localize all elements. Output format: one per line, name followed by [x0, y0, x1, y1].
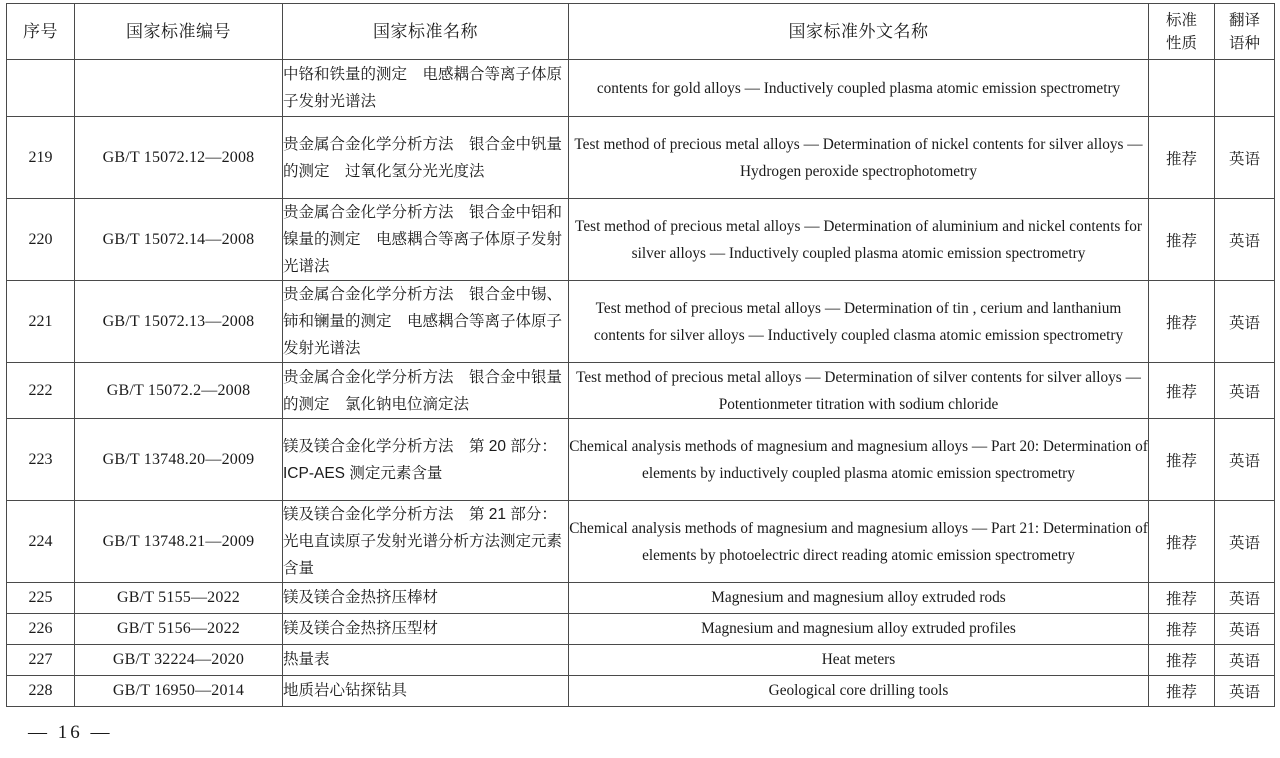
cell-standard-number — [75, 60, 283, 117]
cell-standard-property: 推荐 — [1149, 583, 1215, 614]
table-row — [7, 645, 1275, 676]
cell-standard-name-cn: 贵金属合金化学分析方法 银合金中银量的测定 氯化钠电位滴定法 — [283, 363, 569, 419]
cell-standard-name-cn: 镁及镁合金化学分析方法 第 21 部分：光电直读原子发射光谱分析方法测定元素含量 — [283, 501, 569, 583]
cell-translation-language — [1215, 60, 1275, 117]
cell-translation-language: 英语 — [1215, 614, 1275, 645]
page-number: — 16 — — [28, 722, 113, 743]
table-row — [7, 419, 1275, 501]
cell-standard-property: 推荐 — [1149, 363, 1215, 419]
cell-standard-property: 推荐 — [1149, 117, 1215, 199]
cell-standard-property: 推荐 — [1149, 501, 1215, 583]
cell-sequence: 223 — [7, 419, 75, 501]
cell-sequence: 222 — [7, 363, 75, 419]
cell-standard-name-en: Heat meters — [569, 645, 1149, 676]
cell-translation-language: 英语 — [1215, 676, 1275, 707]
cell-standard-number: GB/T 5156—2022 — [75, 614, 283, 645]
cell-translation-language: 英语 — [1215, 199, 1275, 281]
cell-sequence: 226 — [7, 614, 75, 645]
column-header-standard-number: 国家标准编号 — [75, 4, 283, 60]
cell-sequence: 219 — [7, 117, 75, 199]
table-row — [7, 501, 1275, 583]
cell-standard-name-en: Geological core drilling tools — [569, 676, 1149, 707]
cell-standard-name-cn: 地质岩心钻探钻具 — [283, 676, 569, 707]
table-row — [7, 614, 1275, 645]
cell-standard-number: GB/T 13748.21—2009 — [75, 501, 283, 583]
cell-standard-name-en: contents for gold alloys — Inductively coupled plasma atomic emission spectrometry — [569, 60, 1149, 117]
column-header-standard-property-line1: 标准 — [1165, 11, 1197, 29]
cell-standard-property: 推荐 — [1149, 614, 1215, 645]
cell-standard-number: GB/T 5155—2022 — [75, 583, 283, 614]
cell-sequence — [7, 60, 75, 117]
cell-standard-name-cn: 镁及镁合金化学分析方法 第 20 部分：ICP-AES 测定元素含量 — [283, 419, 569, 501]
cell-standard-property: 推荐 — [1149, 419, 1215, 501]
cell-standard-number: GB/T 15072.12—2008 — [75, 117, 283, 199]
cell-standard-number: GB/T 32224—2020 — [75, 645, 283, 676]
cell-standard-property — [1149, 60, 1215, 117]
column-header-standard-name-cn: 国家标准名称 — [283, 4, 569, 60]
cell-standard-number: GB/T 16950—2014 — [75, 676, 283, 707]
table-row — [7, 281, 1275, 363]
cell-standard-property: 推荐 — [1149, 645, 1215, 676]
column-header-sequence: 序号 — [7, 4, 75, 60]
cell-translation-language: 英语 — [1215, 583, 1275, 614]
cell-standard-property: 推荐 — [1149, 676, 1215, 707]
cell-standard-number: GB/T 15072.2—2008 — [75, 363, 283, 419]
cell-standard-name-cn: 贵金属合金化学分析方法 银合金中铝和镍量的测定 电感耦合等离子体原子发射光谱法 — [283, 199, 569, 281]
table-row — [7, 117, 1275, 199]
cell-standard-name-en: Chemical analysis methods of magnesium and magnesium alloys — Part 20: Determination of elements by inductively coupled plasma atomic emission spectrometry — [569, 419, 1149, 501]
column-header-standard-property-line2: 性质 — [1165, 34, 1197, 52]
cell-standard-name-cn: 镁及镁合金热挤压棒材 — [283, 583, 569, 614]
cell-standard-name-cn: 贵金属合金化学分析方法 银合金中锡、铈和镧量的测定 电感耦合等离子体原子发射光谱法 — [283, 281, 569, 363]
table-body — [7, 60, 1275, 707]
cell-sequence: 228 — [7, 676, 75, 707]
cell-translation-language: 英语 — [1215, 363, 1275, 419]
table-row — [7, 199, 1275, 281]
cell-standard-name-cn: 热量表 — [283, 645, 569, 676]
cell-standard-number: GB/T 13748.20—2009 — [75, 419, 283, 501]
table-header — [7, 4, 1275, 60]
table-row — [7, 60, 1275, 117]
cell-standard-name-cn: 中铬和铁量的测定 电感耦合等离子体原子发射光谱法 — [283, 60, 569, 117]
cell-translation-language: 英语 — [1215, 117, 1275, 199]
national-standards-table — [6, 3, 1275, 707]
cell-standard-name-en: Chemical analysis methods of magnesium and magnesium alloys — Part 21: Determination of elements by photoelectric direct reading atomic emission spectrometry — [569, 501, 1149, 583]
document-page — [0, 3, 1280, 758]
cell-standard-number: GB/T 15072.13—2008 — [75, 281, 283, 363]
cell-standard-property: 推荐 — [1149, 199, 1215, 281]
cell-standard-number: GB/T 15072.14—2008 — [75, 199, 283, 281]
cell-sequence: 220 — [7, 199, 75, 281]
column-header-translation-language-line1: 翻译 — [1228, 11, 1260, 29]
cell-standard-name-en: Magnesium and magnesium alloy extruded rods — [569, 583, 1149, 614]
cell-sequence: 221 — [7, 281, 75, 363]
cell-standard-name-cn: 镁及镁合金热挤压型材 — [283, 614, 569, 645]
column-header-standard-name-en: 国家标准外文名称 — [569, 4, 1149, 60]
column-header-translation-language — [1215, 4, 1275, 60]
cell-standard-name-en: Test method of precious metal alloys — Determination of silver contents for silver alloys — Potentionmeter titration with sodium chloride — [569, 363, 1149, 419]
column-header-standard-property — [1149, 4, 1215, 60]
cell-standard-property: 推荐 — [1149, 281, 1215, 363]
cell-translation-language: 英语 — [1215, 419, 1275, 501]
table-header-row — [7, 4, 1275, 60]
cell-translation-language: 英语 — [1215, 645, 1275, 676]
cell-standard-name-en: Magnesium and magnesium alloy extruded profiles — [569, 614, 1149, 645]
table-row — [7, 676, 1275, 707]
cell-standard-name-cn: 贵金属合金化学分析方法 银合金中钒量的测定 过氧化氢分光光度法 — [283, 117, 569, 199]
cell-standard-name-en: Test method of precious metal alloys — Determination of tin , cerium and lanthanium contents for silver alloys — Inductively coupled clasma atomic emission spectrometry — [569, 281, 1149, 363]
table-row — [7, 583, 1275, 614]
column-header-translation-language-line2: 语种 — [1228, 34, 1260, 52]
cell-sequence: 224 — [7, 501, 75, 583]
cell-translation-language: 英语 — [1215, 501, 1275, 583]
cell-sequence: 227 — [7, 645, 75, 676]
cell-sequence: 225 — [7, 583, 75, 614]
cell-standard-name-en: Test method of precious metal alloys — Determination of nickel contents for silver alloys — Hydrogen peroxide spectrophotometry — [569, 117, 1149, 199]
table-row — [7, 363, 1275, 419]
cell-translation-language: 英语 — [1215, 281, 1275, 363]
cell-standard-name-en: Test method of precious metal alloys — Determination of aluminium and nickel contents for silver alloys — Inductively coupled plasma atomic emission spectrometry — [569, 199, 1149, 281]
